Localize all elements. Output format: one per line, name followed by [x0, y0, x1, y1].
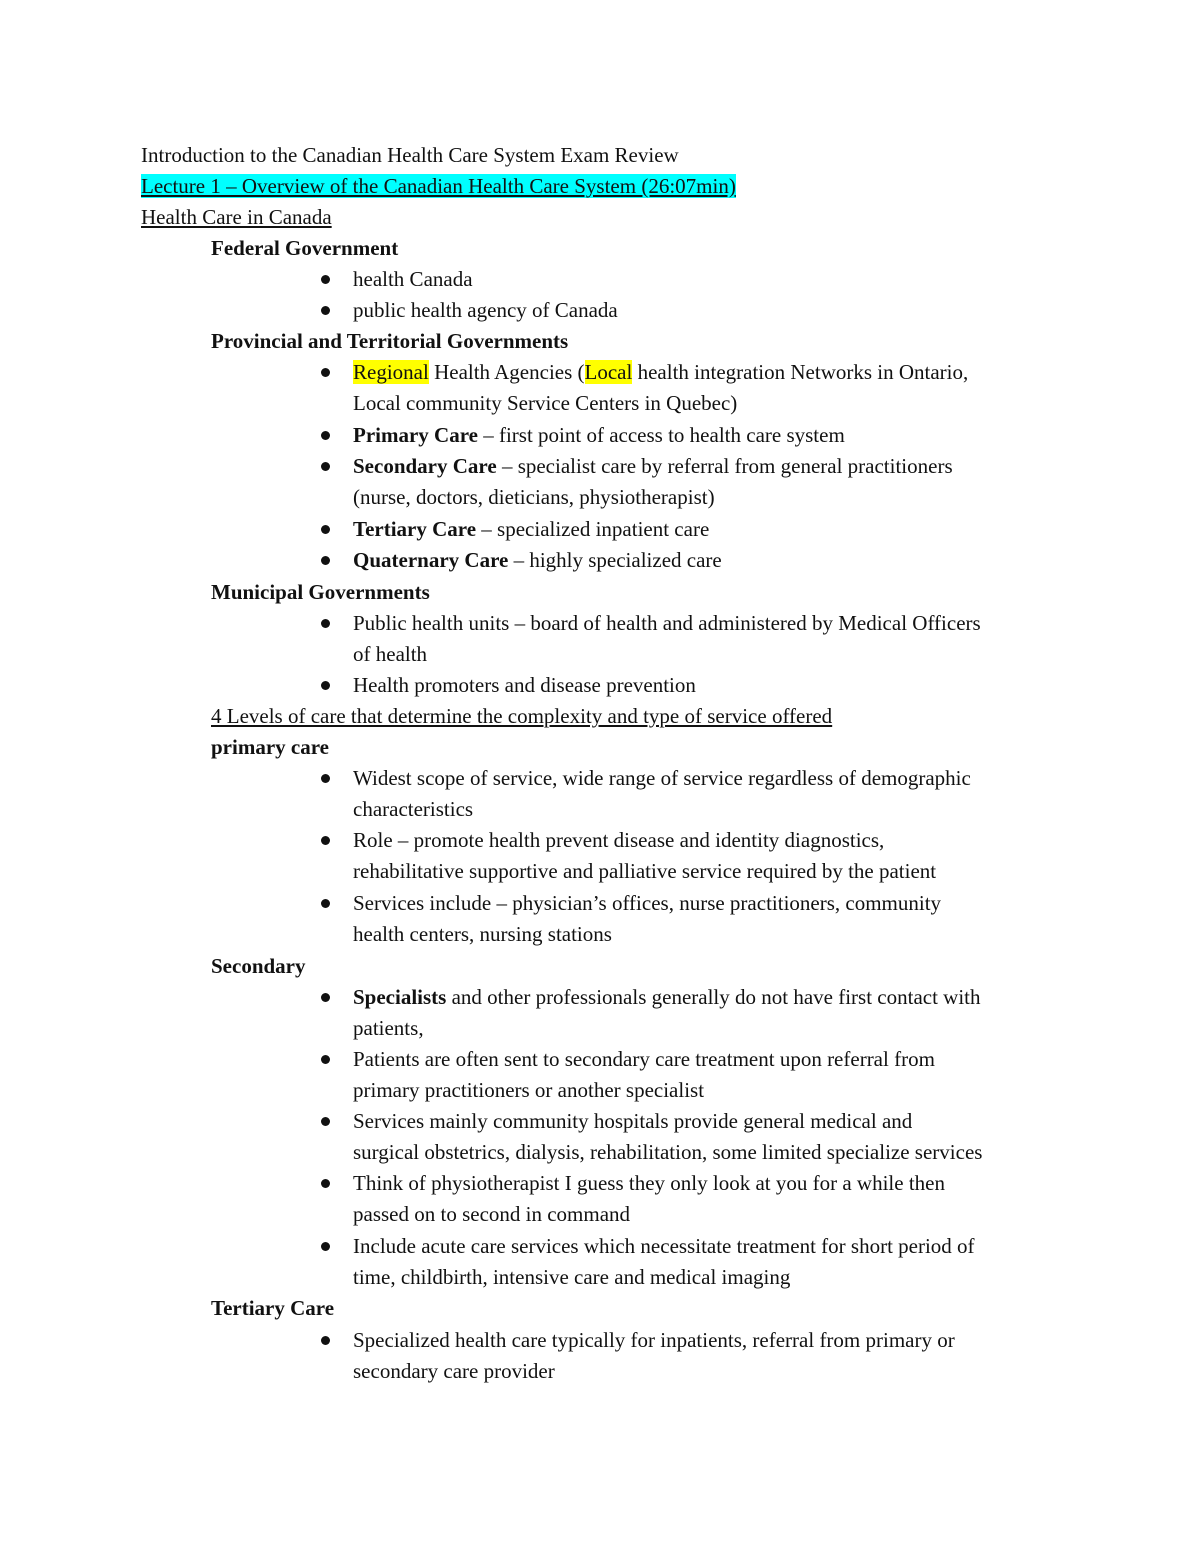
- list-item-text: [353, 514, 709, 545]
- list-item-text: [353, 1044, 935, 1106]
- text-span: Widest scope of service, wide range of service regardless of demographic: [353, 766, 971, 790]
- text-span: Role – promote health prevent disease and identity diagnostics,: [353, 828, 885, 852]
- bold-term: Primary Care: [353, 423, 478, 447]
- bullet-icon: [321, 1179, 330, 1188]
- bullet-icon: [321, 525, 330, 534]
- list-item-text: health Canada: [353, 267, 473, 291]
- bold-term: Specialists: [353, 985, 447, 1009]
- bullet-icon: [321, 774, 330, 783]
- text-span: passed on to second in command: [353, 1202, 631, 1226]
- text-span: Think of physiotherapist I guess they only look at you for a while then: [353, 1171, 945, 1195]
- heading-provincial-territorial: Provincial and Territorial Governments: [211, 329, 569, 353]
- list-item-text: [353, 888, 941, 950]
- list-item-text: [353, 1106, 982, 1168]
- heading-municipal-governments: Municipal Governments: [211, 580, 430, 604]
- list-item-text: Health promoters and disease prevention: [353, 673, 696, 697]
- lecture-heading[interactable]: [141, 171, 736, 202]
- levels-of-care-heading: 4 Levels of care that determine the complexity and type of service offered: [211, 704, 833, 728]
- text-span: rehabilitative supportive and palliative service required by the patient: [353, 859, 937, 883]
- list-item-text: [353, 545, 722, 576]
- text-span: Services mainly community hospitals provide general medical and: [353, 1109, 913, 1133]
- bullet-icon: [321, 556, 330, 565]
- bullet-icon: [321, 899, 330, 908]
- text-span: Services include – physician’s offices, nurse practitioners, community: [353, 891, 942, 915]
- list-item-text: [353, 420, 845, 451]
- text-span: – specialized inpatient care: [476, 517, 710, 541]
- text-span: health integration Networks in Ontario,: [632, 360, 969, 384]
- text-span: – highly specialized care: [508, 548, 722, 572]
- heading-tertiary-care: Tertiary Care: [211, 1296, 335, 1320]
- section-heading-health-care: Health Care in Canada: [141, 205, 332, 229]
- text-span: Local community Service Centers in Quebec): [353, 391, 738, 415]
- document-title: Introduction to the Canadian Health Care System Exam Review: [141, 143, 679, 167]
- list-item-text: [353, 608, 981, 670]
- bullet-icon: [321, 1242, 330, 1251]
- bullet-icon: [321, 993, 330, 1002]
- bullet-icon: [321, 462, 330, 471]
- text-span: characteristics: [353, 797, 474, 821]
- bullet-icon: [321, 836, 330, 845]
- list-item-text: [353, 1231, 975, 1293]
- bullet-icon: [321, 1117, 330, 1126]
- text-span: – specialist care by referral from general practitioners: [496, 454, 953, 478]
- bold-term: Tertiary Care: [353, 517, 477, 541]
- list-item-text: [353, 1168, 945, 1230]
- highlight-local: Local: [584, 360, 633, 384]
- text-span: Health Agencies (: [428, 360, 585, 384]
- text-span: surgical obstetrics, dialysis, rehabilitation, some limited specialize services: [353, 1140, 983, 1164]
- highlight-regional: Regional: [353, 360, 429, 384]
- text-span: secondary care provider: [353, 1359, 555, 1383]
- list-item-text: [353, 357, 968, 419]
- bullet-icon: [321, 368, 330, 377]
- heading-federal-government: Federal Government: [211, 236, 399, 260]
- list-item-text: [353, 1325, 955, 1387]
- bold-term: Secondary Care: [353, 454, 497, 478]
- list-item-text: [353, 982, 981, 1044]
- bullet-icon: [321, 1336, 330, 1345]
- heading-secondary: Secondary: [211, 954, 306, 978]
- bold-term: Quaternary Care: [353, 548, 509, 572]
- bullet-icon: [321, 431, 330, 440]
- list-item-text: [353, 763, 971, 825]
- text-span: Specialized health care typically for inpatients, referral from primary or: [353, 1328, 955, 1352]
- text-span: time, childbirth, intensive care and medical imaging: [353, 1265, 791, 1289]
- text-span: – first point of access to health care system: [477, 423, 845, 447]
- bullet-icon: [321, 1055, 330, 1064]
- text-span: Include acute care services which necessitate treatment for short period of: [353, 1234, 975, 1258]
- bullet-icon: [321, 681, 330, 690]
- list-item-text: public health agency of Canada: [353, 298, 618, 322]
- text-span: of health: [353, 642, 428, 666]
- text-span: patients,: [353, 1016, 424, 1040]
- heading-primary-care: primary care: [211, 735, 329, 759]
- bullet-icon: [321, 275, 330, 284]
- bullet-icon: [321, 306, 330, 315]
- lecture-link[interactable]: Lecture 1 – Overview of the Canadian Health Care System (26:07min): [141, 174, 736, 198]
- text-span: primary practitioners or another specialist: [353, 1078, 705, 1102]
- text-span: Public health units – board of health and administered by Medical Officers: [353, 611, 981, 635]
- bullet-icon: [321, 619, 330, 628]
- text-span: (nurse, doctors, dieticians, physiotherapist): [353, 485, 715, 509]
- list-item-text: [353, 825, 936, 887]
- text-span: health centers, nursing stations: [353, 922, 612, 946]
- text-span: Patients are often sent to secondary care treatment upon referral from: [353, 1047, 935, 1071]
- list-item-text: [353, 451, 953, 513]
- text-span: and other professionals generally do not have first contact with: [446, 985, 981, 1009]
